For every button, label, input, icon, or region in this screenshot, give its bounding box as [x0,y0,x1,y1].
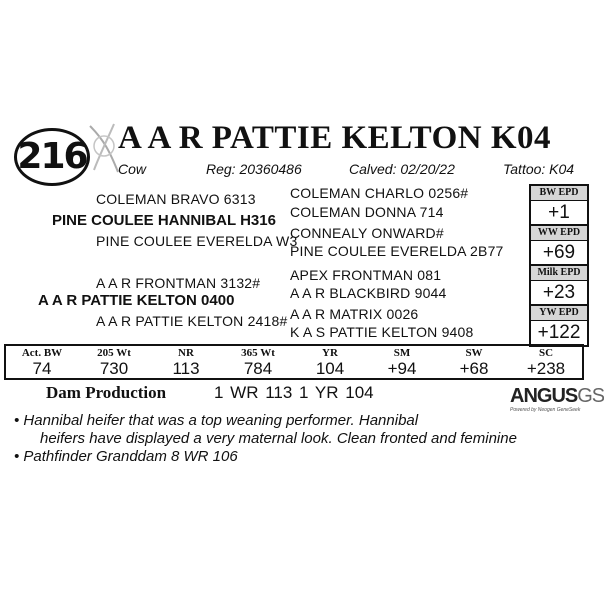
perf-col-sc [510,346,582,378]
perf-col-sm [366,346,438,378]
perf-value: 730 [99,359,129,378]
perf-col-yr [294,346,366,378]
perf-col-205-wt [78,346,150,378]
gs-logo-text: GS [577,385,604,407]
bw-epd-box [529,184,589,227]
note-bullet-2: • Pathfinder Granddam 8 WR 106 [14,448,238,465]
performance-table [4,344,584,380]
epd-value: +23 [542,282,576,303]
sire-dam: PINE COULEE EVERELDA W3 [96,233,298,249]
sire: PINE COULEE HANNIBAL H316 [52,212,276,229]
perf-label: 365 Wt [241,347,275,359]
perf-col-365-wt [222,346,294,378]
perf-value: 74 [32,359,52,378]
animal-sex: Cow [118,161,147,177]
perf-value: 104 [315,359,345,378]
dam-sire-sire: APEX FRONTMAN 081 [290,267,442,283]
sire-sire: COLEMAN BRAVO 6313 [96,191,256,207]
perf-label: Act. BW [21,347,63,359]
epd-value: +1 [548,202,570,223]
perf-label: NR [178,347,194,359]
note-continuation: heifers have displayed a very maternal look. Clean fronted and feminine [40,430,517,447]
perf-value: +94 [387,359,417,378]
dam-sire-dam: A A R BLACKBIRD 9044 [290,285,447,301]
dam-sire: A A R FRONTMAN 3132# [96,275,261,291]
angus-logo-text: ANGUS [510,385,578,407]
perf-value: +68 [459,359,489,378]
dam: A A R PATTIE KELTON 0400 [38,292,235,309]
perf-col-sw [438,346,510,378]
dam-production-values: 1 WR 113 1 YR 104 [214,383,374,402]
perf-value: 784 [243,359,273,378]
registration-number: Reg: 20360486 [206,161,302,177]
note-text: Pathfinder Granddam 8 WR 106 [23,448,238,465]
note-bullet-1: • Hannibal heifer that was a top weaning performer. Hannibal [14,412,419,429]
epd-value: +69 [542,242,576,263]
perf-label: YR [322,347,338,359]
tattoo: Tattoo: K04 [503,161,575,177]
lot-number: 216 [17,136,87,177]
perf-col-nr [150,346,222,378]
calved-date: Calved: 02/20/22 [349,161,455,177]
epd-label: BW EPD [531,186,587,201]
sire-dam-dam: PINE COULEE EVERELDA 2B77 [290,243,504,259]
angus-gs-logo [510,386,604,413]
note-text: Hannibal heifer that was a top weaning performer. Hannibal [23,412,419,429]
ww-epd-box [529,224,589,267]
perf-value: 113 [172,359,200,378]
notes [14,412,517,466]
animal-name: A A R PATTIE KELTON K04 [118,120,551,156]
perf-label: SC [538,347,554,359]
milk-epd-box [529,264,589,307]
lot-number-badge [14,128,90,186]
powered-by-text: Powered by Neogen GeneSeek [510,407,581,413]
epd-label: WW EPD [531,226,587,241]
epd-value: +122 [537,322,581,343]
perf-value: +238 [526,359,566,378]
perf-label: SW [465,347,483,359]
sire-sire-sire: COLEMAN CHARLO 0256# [290,185,469,201]
dam-dam-dam: K A S PATTIE KELTON 9408 [290,324,474,340]
sire-sire-dam: COLEMAN DONNA 714 [290,204,444,220]
dam-dam: A A R PATTIE KELTON 2418# [96,313,288,329]
dam-production-label: Dam Production [46,383,167,402]
epd-label: Milk EPD [531,266,587,281]
yw-epd-box [529,304,589,347]
perf-col-act-bw [6,346,78,378]
sire-dam-sire: CONNEALY ONWARD# [290,225,444,241]
perf-label: 205 Wt [97,347,131,359]
perf-label: SM [393,347,411,359]
epd-label: YW EPD [531,306,587,321]
dam-dam-sire: A A R MATRIX 0026 [290,306,419,322]
